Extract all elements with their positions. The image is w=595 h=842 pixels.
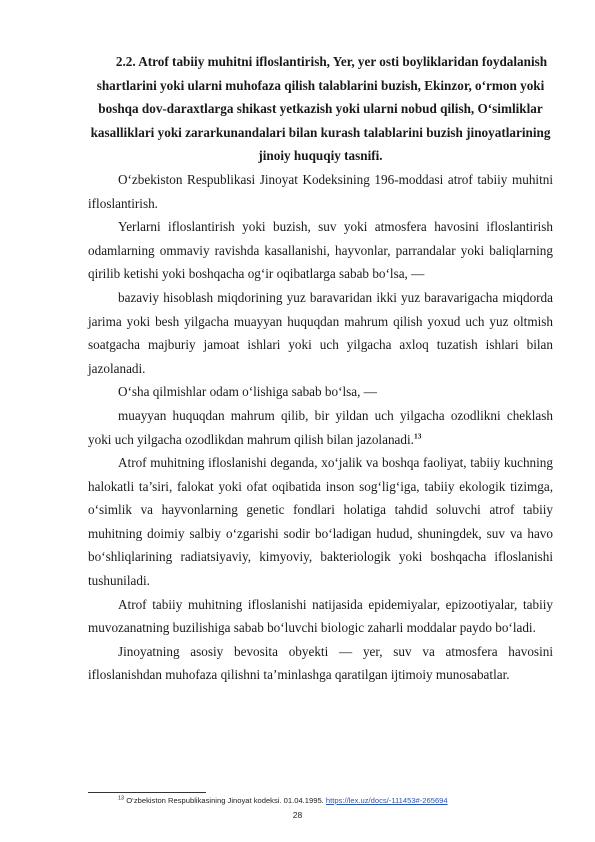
footnote-number: 13 bbox=[118, 795, 125, 802]
section-heading: 2.2. Atrof tabiiy muhitni ifloslantirish, Yer, yer osti boyliklaridan foydalanish shartlarini yoki ularni muhofaza qilish talablarini buzish, Ekinzor, o‘rmon yoki boshqa dov-daraxtlarga shikast yetkazish yoki ularni nobud qilish, O‘simliklar kasalliklari yoki zararkunandalari bilan kurash talablarini buzish jinoyatlarining jinoiy huquqiy tasnifi. bbox=[90, 54, 551, 164]
document-page bbox=[88, 50, 553, 687]
paragraph-article-196: O‘zbekiston Respublikasi Jinoyat Kodeksining 196-moddasi atrof tabiiy muhitni ifloslantirish. bbox=[88, 171, 553, 211]
paragraph-penalty-2-text: muayyan huquqdan mahrum qilib, bir yildan uch yilgacha ozodlikni cheklash yoki uch yilgacha ozodlikdan mahrum qilish bilan jazolanadi. bbox=[88, 407, 553, 447]
paragraph-pollution-definition: Yerlarni ifloslantirish yoki buzish, suv yoki atmosfera havosini ifloslantirish odamlarning ommaviy ravishda kasallanishi, hayvonlar, parrandalar yoki baliqlarning qirilib ketishi yoki boshqacha og‘ir oqibatlarga sabab bo‘lsa, — bbox=[88, 219, 553, 282]
footnote bbox=[118, 796, 448, 805]
footnote-text: O‘zbekiston Respublikasining Jinoyat kodeksi. 01.04.1995. bbox=[124, 796, 326, 805]
paragraph-death-case: O‘sha qilmishlar odam o‘lishiga sabab bo‘lsa, — bbox=[118, 384, 377, 400]
footnote-link[interactable]: https://lex.uz/docs/-111453#-265694 bbox=[325, 796, 448, 805]
page-number: 28 bbox=[292, 810, 303, 820]
paragraph-crime-object: Jinoyatning asosiy bevosita obyekti — yer, suv va atmosfera havosini ifloslanishdan muhofaza qilishni ta’minlashga qaratilgan ijtimoiy munosabatlar. bbox=[88, 643, 553, 683]
paragraph-penalty-2 bbox=[88, 404, 553, 451]
paragraph-penalty-1: bazaviy hisoblash miqdorining yuz baravaridan ikki yuz baravarigacha miqdorda jarima yoki besh yilgacha muayyan huquqdan mahrum qilish yoxud uch yuz oltmish soatgacha majburiy jamoat ishlari yoki uch yilgacha axloq tuzatish ishlari bilan jazolanadi. bbox=[88, 289, 553, 376]
footnote-divider bbox=[88, 792, 206, 793]
footnote-reference[interactable]: 13 bbox=[413, 431, 422, 441]
paragraph-environment-pollution: Atrof muhitning ifloslanishi deganda, xo‘jalik va boshqa faoliyat, tabiiy kuchning halokatli ta’siri, falokat yoki ofat oqibatida inson sog‘lig‘iga, tabiiy ekologik tizimga, o‘simlik va hayvonlarning genetic fondlari holatiga tahdid soluvchi atrof tabiiy muhitning doimiy salbiy o‘zgarishi sodir bo‘ladigan hudud, shuningdek, suv va havo bo‘shliqlarining radiatsiyaviy, kimyoviy, bakteriologik yoki boshqacha ifloslanishi tushuniladi. bbox=[88, 455, 553, 589]
paragraph-consequences: Atrof tabiiy muhitning ifloslanishi natijasida epidemiyalar, epizootiyalar, tabiiy muvozanatning buzilishiga sabab bo‘luvchi biologic zaharli moddalar paydo bo‘ladi. bbox=[88, 596, 553, 636]
